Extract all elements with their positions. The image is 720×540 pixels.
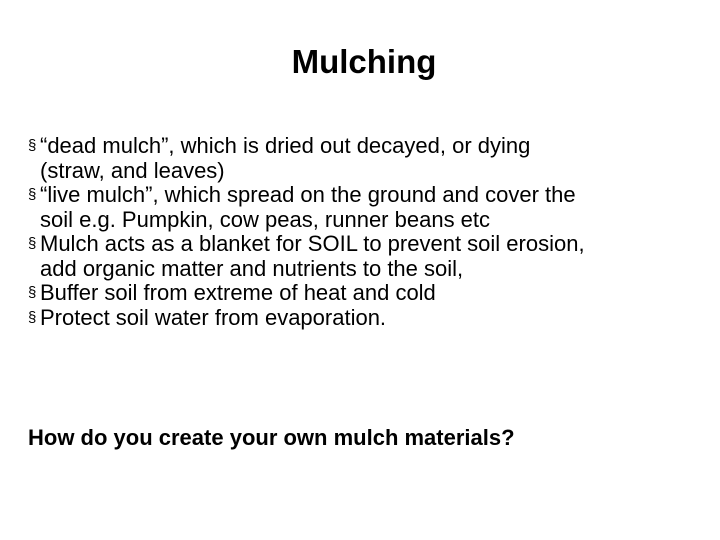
bullet-marker-icon: § bbox=[28, 308, 37, 326]
bullet-text: “dead mulch”, which is dried out decayed, or dying bbox=[40, 133, 531, 158]
bullet-item bbox=[28, 183, 708, 232]
bullet-item bbox=[28, 281, 708, 306]
bullet-marker-icon: § bbox=[28, 137, 37, 154]
bullet-text: Mulch acts as a blanket for SOIL to prevent soil erosion, bbox=[40, 231, 585, 256]
question-text: How do you create your own mulch materials? bbox=[28, 425, 515, 450]
bullet-list bbox=[28, 134, 708, 330]
bullet-marker-icon: § bbox=[28, 284, 37, 301]
bullet-text: (straw, and leaves) bbox=[40, 157, 225, 183]
bullet-item bbox=[28, 134, 708, 183]
bullet-item bbox=[28, 306, 708, 331]
bullet-text: add organic matter and nutrients to the soil, bbox=[40, 255, 464, 281]
bullet-marker-icon: § bbox=[28, 235, 37, 252]
bullet-text: Buffer soil from extreme of heat and cold bbox=[40, 280, 436, 305]
slide-title: Mulching bbox=[291, 43, 437, 80]
bullet-text: “live mulch”, which spread on the ground and cover the bbox=[40, 182, 576, 207]
bullet-marker-icon: § bbox=[28, 186, 37, 203]
bullet-item bbox=[28, 232, 708, 281]
bullet-text: Protect soil water from evaporation. bbox=[40, 304, 387, 330]
bullet-text: soil e.g. Pumpkin, cow peas, runner beans etc bbox=[40, 206, 491, 232]
